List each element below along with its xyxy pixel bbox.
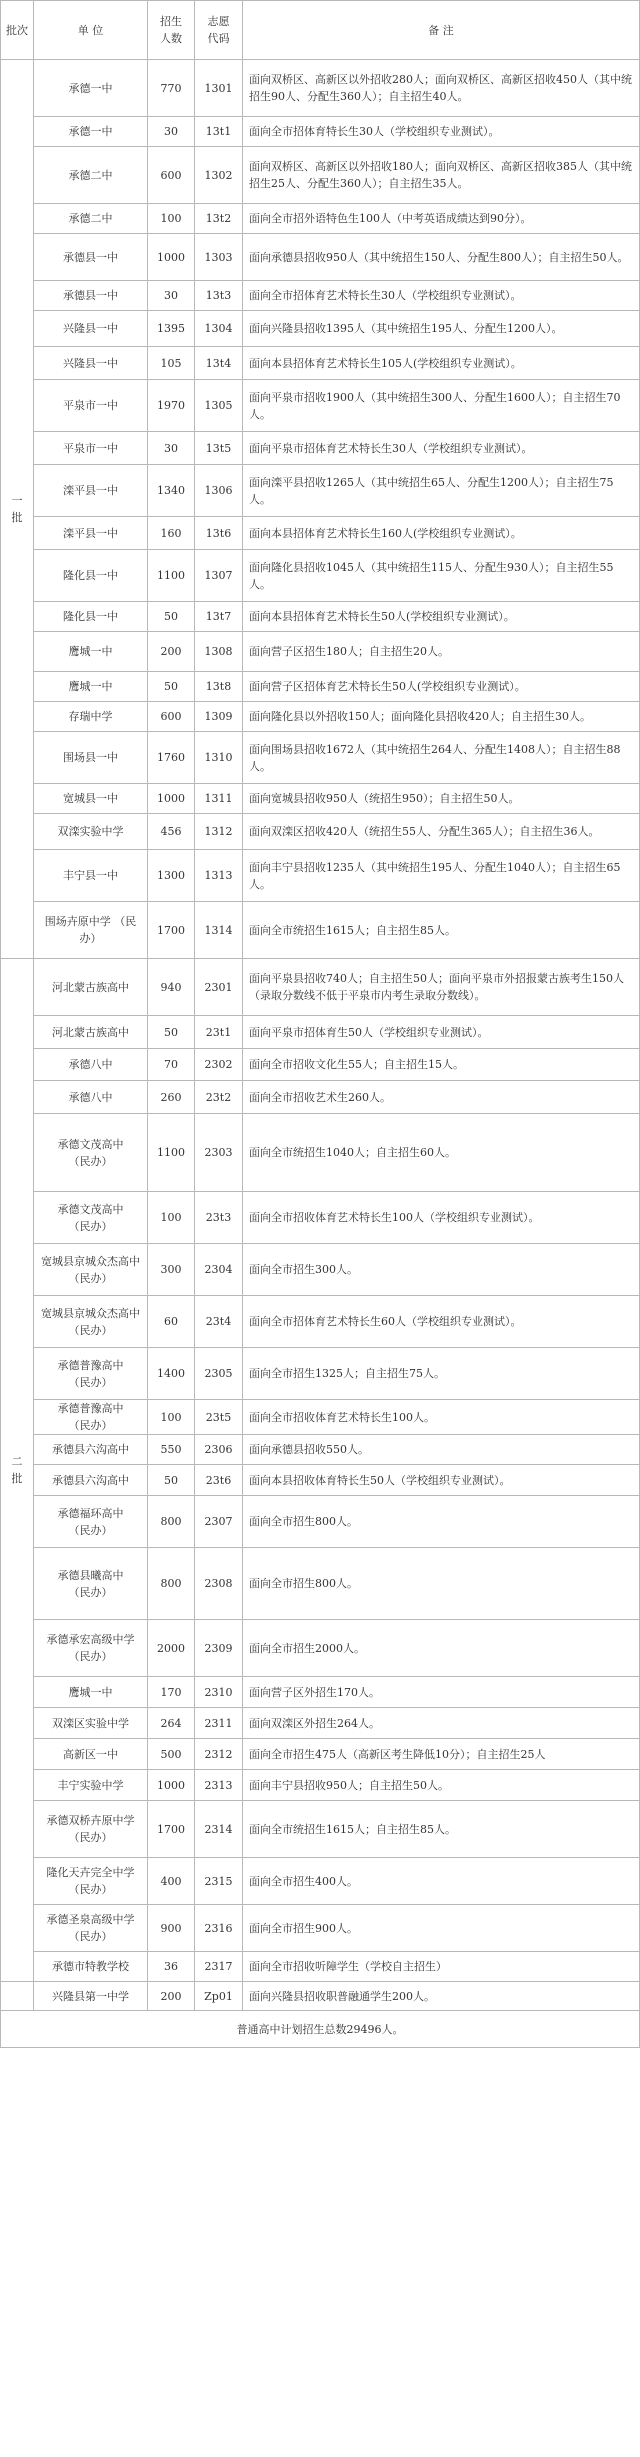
count-cell: 600 bbox=[148, 147, 195, 204]
code-cell: 2317 bbox=[195, 1952, 243, 1982]
count-cell: 200 bbox=[148, 1982, 195, 2011]
table-row bbox=[1, 1801, 640, 1858]
unit-cell: 承德二中 bbox=[34, 147, 148, 204]
code-cell: 1307 bbox=[195, 550, 243, 602]
count-cell: 1100 bbox=[148, 1114, 195, 1192]
table-row bbox=[1, 432, 640, 465]
code-cell: 13t7 bbox=[195, 602, 243, 632]
unit-cell: 鹰城一中 bbox=[34, 672, 148, 702]
unit-cell: 承德二中 bbox=[34, 204, 148, 234]
header-code: 志愿 代码 bbox=[195, 1, 243, 60]
code-cell: 2313 bbox=[195, 1770, 243, 1801]
note-cell: 面向全市招收体育艺术特长生100人（学校组织专业测试）。 bbox=[243, 1192, 640, 1244]
count-cell: 1700 bbox=[148, 1801, 195, 1858]
unit-cell: 承德普豫高中 （民办） bbox=[34, 1400, 148, 1435]
table-row bbox=[1, 204, 640, 234]
header-batch: 批次 bbox=[1, 1, 34, 60]
table-row bbox=[1, 632, 640, 672]
note-cell: 面向全市招生900人。 bbox=[243, 1905, 640, 1952]
count-cell: 1395 bbox=[148, 311, 195, 347]
code-cell: 13t3 bbox=[195, 281, 243, 311]
table-row bbox=[1, 1982, 640, 2011]
table-row bbox=[1, 117, 640, 147]
table-row bbox=[1, 147, 640, 204]
code-cell: 1313 bbox=[195, 850, 243, 902]
note-cell: 面向全市招生800人。 bbox=[243, 1496, 640, 1548]
table-row bbox=[1, 850, 640, 902]
count-cell: 1400 bbox=[148, 1348, 195, 1400]
count-cell: 770 bbox=[148, 60, 195, 117]
table-row bbox=[1, 517, 640, 550]
count-cell: 1000 bbox=[148, 234, 195, 281]
table-row bbox=[1, 1496, 640, 1548]
table-row bbox=[1, 1296, 640, 1348]
unit-cell: 承德县曦高中 （民办） bbox=[34, 1548, 148, 1620]
table-row bbox=[1, 347, 640, 380]
table-row bbox=[1, 1244, 640, 1296]
count-cell: 60 bbox=[148, 1296, 195, 1348]
count-cell: 100 bbox=[148, 1192, 195, 1244]
code-cell: 2316 bbox=[195, 1905, 243, 1952]
note-cell: 面向全市招收体育艺术特长生100人。 bbox=[243, 1400, 640, 1435]
code-cell: 2315 bbox=[195, 1858, 243, 1905]
header-note: 备 注 bbox=[243, 1, 640, 60]
unit-cell: 平泉市一中 bbox=[34, 380, 148, 432]
unit-cell: 鹰城一中 bbox=[34, 632, 148, 672]
table-row bbox=[1, 1739, 640, 1770]
unit-cell: 承德市特教学校 bbox=[34, 1952, 148, 1982]
unit-cell: 承德县一中 bbox=[34, 281, 148, 311]
count-cell: 2000 bbox=[148, 1620, 195, 1677]
table-row bbox=[1, 602, 640, 632]
table-row bbox=[1, 465, 640, 517]
unit-cell: 承德一中 bbox=[34, 60, 148, 117]
note-cell: 面向宽城县招收950人（统招生950）；自主招生50人。 bbox=[243, 784, 640, 814]
unit-cell: 宽城县京城众杰高中 （民办） bbox=[34, 1296, 148, 1348]
table-row bbox=[1, 60, 640, 117]
code-cell: 1302 bbox=[195, 147, 243, 204]
code-cell: 2311 bbox=[195, 1708, 243, 1739]
note-cell: 面向平泉市招体育生50人（学校组织专业测试）。 bbox=[243, 1016, 640, 1049]
note-cell: 面向全市招外语特色生100人（中考英语成绩达到90分）。 bbox=[243, 204, 640, 234]
code-cell: 2302 bbox=[195, 1049, 243, 1081]
unit-cell: 承德县一中 bbox=[34, 234, 148, 281]
count-cell: 1970 bbox=[148, 380, 195, 432]
code-cell: 2301 bbox=[195, 959, 243, 1016]
code-cell: 23t4 bbox=[195, 1296, 243, 1348]
note-cell: 面向营子区外招生170人。 bbox=[243, 1677, 640, 1708]
note-cell: 面向全市招体育特长生30人（学校组织专业测试）。 bbox=[243, 117, 640, 147]
code-cell: 1314 bbox=[195, 902, 243, 959]
table-row bbox=[1, 1081, 640, 1114]
count-cell: 105 bbox=[148, 347, 195, 380]
code-cell: 2306 bbox=[195, 1435, 243, 1465]
code-cell: 13t2 bbox=[195, 204, 243, 234]
table-row bbox=[1, 1677, 640, 1708]
note-cell: 面向兴隆县招收1395人（其中统招生195人、分配生1200人）。 bbox=[243, 311, 640, 347]
unit-cell: 承德圣泉高级中学 （民办） bbox=[34, 1905, 148, 1952]
table-row bbox=[1, 1548, 640, 1620]
code-cell: 23t5 bbox=[195, 1400, 243, 1435]
note-cell: 面向丰宁县招收950人；自主招生50人。 bbox=[243, 1770, 640, 1801]
code-cell: 1304 bbox=[195, 311, 243, 347]
code-cell: 13t6 bbox=[195, 517, 243, 550]
code-cell: 1303 bbox=[195, 234, 243, 281]
unit-cell: 存瑞中学 bbox=[34, 702, 148, 732]
total-note: 普通高中计划招生总数29496人。 bbox=[1, 2011, 640, 2048]
unit-cell: 鹰城一中 bbox=[34, 1677, 148, 1708]
count-cell: 30 bbox=[148, 117, 195, 147]
count-cell: 1000 bbox=[148, 784, 195, 814]
note-cell: 面向本县招体育艺术特长生50人(学校组织专业测试）。 bbox=[243, 602, 640, 632]
unit-cell: 宽城县京城众杰高中 （民办） bbox=[34, 1244, 148, 1296]
count-cell: 260 bbox=[148, 1081, 195, 1114]
count-cell: 50 bbox=[148, 1465, 195, 1496]
count-cell: 170 bbox=[148, 1677, 195, 1708]
table-row bbox=[1, 281, 640, 311]
code-cell: 1308 bbox=[195, 632, 243, 672]
note-cell: 面向围场县招收1672人（其中统招生264人、分配生1408人）；自主招生88人。 bbox=[243, 732, 640, 784]
count-cell: 1300 bbox=[148, 850, 195, 902]
table-row bbox=[1, 1708, 640, 1739]
count-cell: 50 bbox=[148, 602, 195, 632]
code-cell: 2308 bbox=[195, 1548, 243, 1620]
code-cell: Zp01 bbox=[195, 1982, 243, 2011]
note-cell: 面向全市招收听障学生（学校自主招生） bbox=[243, 1952, 640, 1982]
note-cell: 面向双桥区、高新区以外招收180人；面向双桥区、高新区招收385人（其中统招生25人、分配生360人）；自主招生35人。 bbox=[243, 147, 640, 204]
code-cell: 2305 bbox=[195, 1348, 243, 1400]
code-cell: 13t8 bbox=[195, 672, 243, 702]
table-row bbox=[1, 959, 640, 1016]
table-row bbox=[1, 1770, 640, 1801]
note-cell: 面向本县招体育艺术特长生160人(学校组织专业测试）。 bbox=[243, 517, 640, 550]
count-cell: 50 bbox=[148, 1016, 195, 1049]
table-row bbox=[1, 672, 640, 702]
code-cell: 23t6 bbox=[195, 1465, 243, 1496]
count-cell: 900 bbox=[148, 1905, 195, 1952]
note-cell: 面向全市招生1325人；自主招生75人。 bbox=[243, 1348, 640, 1400]
count-cell: 600 bbox=[148, 702, 195, 732]
count-cell: 940 bbox=[148, 959, 195, 1016]
count-cell: 264 bbox=[148, 1708, 195, 1739]
code-cell: 23t3 bbox=[195, 1192, 243, 1244]
note-cell: 面向双滦区外招生264人。 bbox=[243, 1708, 640, 1739]
unit-cell: 兴隆县一中 bbox=[34, 347, 148, 380]
note-cell: 面向全市招生475人（高新区考生降低10分）；自主招生25人 bbox=[243, 1739, 640, 1770]
note-cell: 面向全市统招生1615人；自主招生85人。 bbox=[243, 1801, 640, 1858]
table-row bbox=[1, 1049, 640, 1081]
table-row bbox=[1, 1465, 640, 1496]
note-cell: 面向全市招收艺术生260人。 bbox=[243, 1081, 640, 1114]
note-cell: 面向隆化县招收1045人（其中统招生115人、分配生930人）；自主招生55人。 bbox=[243, 550, 640, 602]
count-cell: 300 bbox=[148, 1244, 195, 1296]
code-cell: 1305 bbox=[195, 380, 243, 432]
note-cell: 面向兴隆县招收职普融通学生200人。 bbox=[243, 1982, 640, 2011]
note-cell: 面向全市招生300人。 bbox=[243, 1244, 640, 1296]
table-row bbox=[1, 311, 640, 347]
count-cell: 1760 bbox=[148, 732, 195, 784]
code-cell: 1306 bbox=[195, 465, 243, 517]
note-cell: 面向全市统招生1615人；自主招生85人。 bbox=[243, 902, 640, 959]
table-row bbox=[1, 784, 640, 814]
unit-cell: 滦平县一中 bbox=[34, 465, 148, 517]
count-cell: 456 bbox=[148, 814, 195, 850]
count-cell: 36 bbox=[148, 1952, 195, 1982]
count-cell: 500 bbox=[148, 1739, 195, 1770]
count-cell: 800 bbox=[148, 1548, 195, 1620]
note-cell: 面向全市统招生1040人；自主招生60人。 bbox=[243, 1114, 640, 1192]
count-cell: 30 bbox=[148, 432, 195, 465]
note-cell: 面向全市招生2000人。 bbox=[243, 1620, 640, 1677]
note-cell: 面向全市招收文化生55人；自主招生15人。 bbox=[243, 1049, 640, 1081]
unit-cell: 围场卉原中学 （民办） bbox=[34, 902, 148, 959]
table-row bbox=[1, 1016, 640, 1049]
table-row bbox=[1, 732, 640, 784]
table-row bbox=[1, 1192, 640, 1244]
table-row bbox=[1, 234, 640, 281]
header-row bbox=[1, 1, 640, 60]
count-cell: 1000 bbox=[148, 1770, 195, 1801]
note-cell: 面向承德县招收550人。 bbox=[243, 1435, 640, 1465]
note-cell: 面向丰宁县招收1235人（其中统招生195人、分配生1040人）；自主招生65人。 bbox=[243, 850, 640, 902]
table-row bbox=[1, 1435, 640, 1465]
code-cell: 23t2 bbox=[195, 1081, 243, 1114]
unit-cell: 承德文茂高中 （民办） bbox=[34, 1192, 148, 1244]
unit-cell: 围场县一中 bbox=[34, 732, 148, 784]
code-cell: 13t4 bbox=[195, 347, 243, 380]
unit-cell: 承德文茂高中 （民办） bbox=[34, 1114, 148, 1192]
count-cell: 160 bbox=[148, 517, 195, 550]
code-cell: 1310 bbox=[195, 732, 243, 784]
note-cell: 面向承德县招收950人（其中统招生150人、分配生800人）；自主招生50人。 bbox=[243, 234, 640, 281]
code-cell: 1301 bbox=[195, 60, 243, 117]
unit-cell: 滦平县一中 bbox=[34, 517, 148, 550]
count-cell: 50 bbox=[148, 672, 195, 702]
note-cell: 面向滦平县招收1265人（其中统招生65人、分配生1200人）；自主招生75人。 bbox=[243, 465, 640, 517]
count-cell: 550 bbox=[148, 1435, 195, 1465]
note-cell: 面向全市招体育艺术特长生30人（学校组织专业测试）。 bbox=[243, 281, 640, 311]
table-row bbox=[1, 1620, 640, 1677]
code-cell: 2310 bbox=[195, 1677, 243, 1708]
unit-cell: 隆化天卉完全中学 （民办） bbox=[34, 1858, 148, 1905]
note-cell: 面向全市招体育艺术特长生60人（学校组织专业测试）。 bbox=[243, 1296, 640, 1348]
table-row bbox=[1, 380, 640, 432]
count-cell: 200 bbox=[148, 632, 195, 672]
unit-cell: 承德八中 bbox=[34, 1081, 148, 1114]
unit-cell: 丰宁实验中学 bbox=[34, 1770, 148, 1801]
code-cell: 23t1 bbox=[195, 1016, 243, 1049]
note-cell: 面向双桥区、高新区以外招收280人；面向双桥区、高新区招收450人（其中统招生90人、分配生360人）；自主招生40人。 bbox=[243, 60, 640, 117]
code-cell: 2304 bbox=[195, 1244, 243, 1296]
code-cell: 2312 bbox=[195, 1739, 243, 1770]
header-unit: 单 位 bbox=[34, 1, 148, 60]
count-cell: 100 bbox=[148, 204, 195, 234]
unit-cell: 兴隆县一中 bbox=[34, 311, 148, 347]
total-row bbox=[1, 2011, 640, 2048]
unit-cell: 河北蒙古族高中 bbox=[34, 959, 148, 1016]
table-row bbox=[1, 1114, 640, 1192]
code-cell: 1309 bbox=[195, 702, 243, 732]
count-cell: 70 bbox=[148, 1049, 195, 1081]
count-cell: 100 bbox=[148, 1400, 195, 1435]
count-cell: 800 bbox=[148, 1496, 195, 1548]
code-cell: 2303 bbox=[195, 1114, 243, 1192]
note-cell: 面向全市招生800人。 bbox=[243, 1548, 640, 1620]
unit-cell: 双滦区实验中学 bbox=[34, 1708, 148, 1739]
table-row bbox=[1, 550, 640, 602]
note-cell: 面向营子区招体育艺术特长生50人(学校组织专业测试）。 bbox=[243, 672, 640, 702]
note-cell: 面向本县招体育艺术特长生105人(学校组织专业测试）。 bbox=[243, 347, 640, 380]
count-cell: 400 bbox=[148, 1858, 195, 1905]
table-row bbox=[1, 902, 640, 959]
unit-cell: 承德县六沟高中 bbox=[34, 1435, 148, 1465]
count-cell: 1340 bbox=[148, 465, 195, 517]
code-cell: 13t5 bbox=[195, 432, 243, 465]
table-row bbox=[1, 814, 640, 850]
code-cell: 2309 bbox=[195, 1620, 243, 1677]
note-cell: 面向本县招收体育特长生50人（学校组织专业测试）。 bbox=[243, 1465, 640, 1496]
batch-cell-first: 一 批 bbox=[1, 60, 34, 959]
table-row bbox=[1, 1952, 640, 1982]
unit-cell: 兴隆县第一中学 bbox=[34, 1982, 148, 2011]
code-cell: 2307 bbox=[195, 1496, 243, 1548]
unit-cell: 承德县六沟高中 bbox=[34, 1465, 148, 1496]
note-cell: 面向平泉市招体育艺术特长生30人（学校组织专业测试）。 bbox=[243, 432, 640, 465]
unit-cell: 高新区一中 bbox=[34, 1739, 148, 1770]
header-count: 招生 人数 bbox=[148, 1, 195, 60]
unit-cell: 承德普豫高中 （民办） bbox=[34, 1348, 148, 1400]
unit-cell: 宽城县一中 bbox=[34, 784, 148, 814]
note-cell: 面向全市招生400人。 bbox=[243, 1858, 640, 1905]
table-row bbox=[1, 702, 640, 732]
note-cell: 面向平泉县招收740人；自主招生50人；面向平泉市外招报蒙古族考生150人（录取分数线不低于平泉市内考生录取分数线）。 bbox=[243, 959, 640, 1016]
unit-cell: 双滦实验中学 bbox=[34, 814, 148, 850]
unit-cell: 河北蒙古族高中 bbox=[34, 1016, 148, 1049]
note-cell: 面向隆化县以外招收150人；面向隆化县招收420人；自主招生30人。 bbox=[243, 702, 640, 732]
code-cell: 1311 bbox=[195, 784, 243, 814]
note-cell: 面向营子区招生180人；自主招生20人。 bbox=[243, 632, 640, 672]
unit-cell: 丰宁县一中 bbox=[34, 850, 148, 902]
batch-cell-empty bbox=[1, 1982, 34, 2011]
table-row bbox=[1, 1858, 640, 1905]
unit-cell: 隆化县一中 bbox=[34, 602, 148, 632]
unit-cell: 承德八中 bbox=[34, 1049, 148, 1081]
note-cell: 面向双滦区招收420人（统招生55人、分配生365人）；自主招生36人。 bbox=[243, 814, 640, 850]
unit-cell: 承德承宏高级中学 （民办） bbox=[34, 1620, 148, 1677]
unit-cell: 承德双桥卉原中学 （民办） bbox=[34, 1801, 148, 1858]
unit-cell: 承德福环高中 （民办） bbox=[34, 1496, 148, 1548]
unit-cell: 承德一中 bbox=[34, 117, 148, 147]
count-cell: 1700 bbox=[148, 902, 195, 959]
count-cell: 1100 bbox=[148, 550, 195, 602]
code-cell: 1312 bbox=[195, 814, 243, 850]
unit-cell: 隆化县一中 bbox=[34, 550, 148, 602]
unit-cell: 平泉市一中 bbox=[34, 432, 148, 465]
code-cell: 13t1 bbox=[195, 117, 243, 147]
table-row bbox=[1, 1348, 640, 1400]
batch-cell-second: 二 批 bbox=[1, 959, 34, 1982]
code-cell: 2314 bbox=[195, 1801, 243, 1858]
note-cell: 面向平泉市招收1900人（其中统招生300人、分配生1600人）；自主招生70人。 bbox=[243, 380, 640, 432]
table-row bbox=[1, 1400, 640, 1435]
count-cell: 30 bbox=[148, 281, 195, 311]
table-row bbox=[1, 1905, 640, 1952]
